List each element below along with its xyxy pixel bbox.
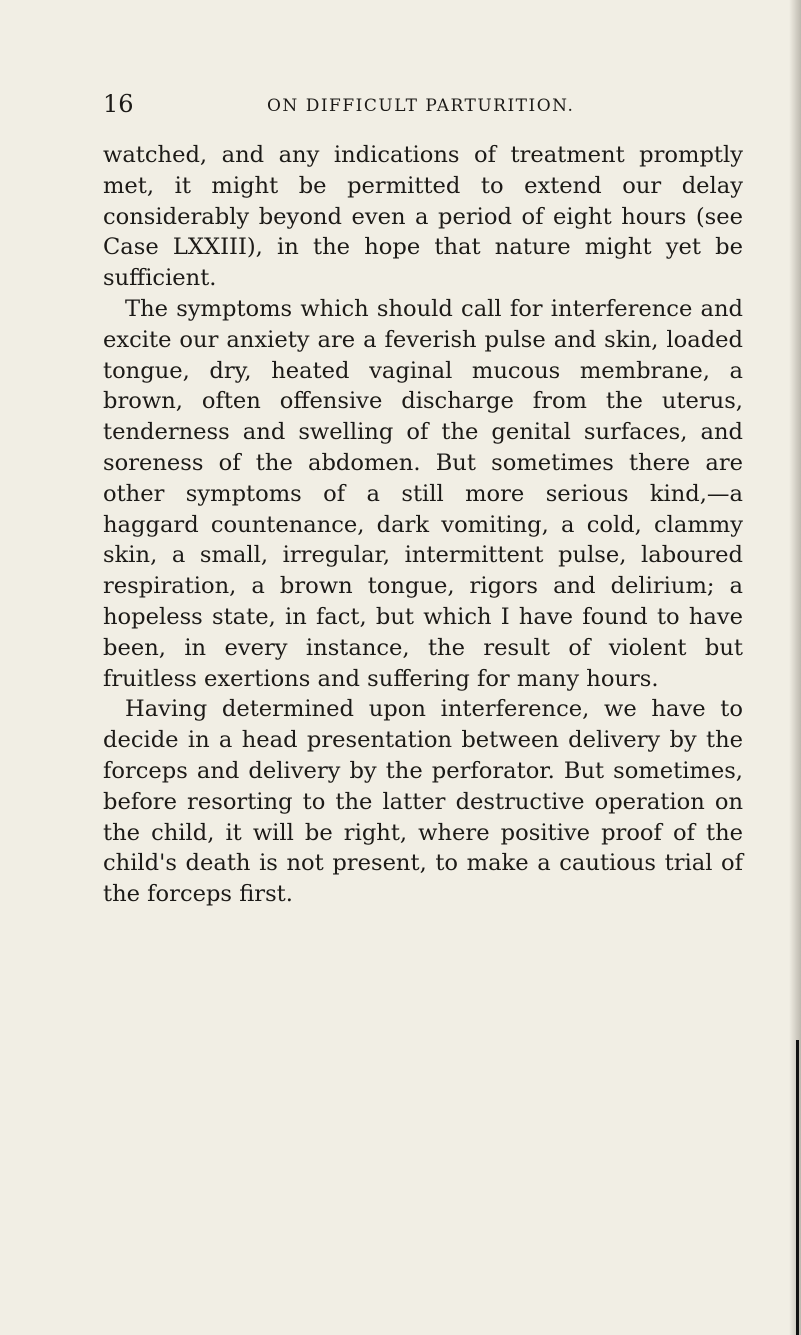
paragraph-symptoms: The symptoms which should call for interference and excite our anxiety are a feverish pulse and skin, loaded tongue, dry, heated vaginal mucous membrane, a brown, often offensive discharge from the uterus, tenderness and swelling of the genital surfaces, and soreness of the abdomen. But sometimes there are other symptoms of a still more serious kind,—a haggard countenance, dark vomiting, a cold, clammy skin, a small, irregular, intermittent pulse, laboured respiration, a brown tongue, rigors and delirium; a hopeless state, in fact, but which I have found to have been, in every instance, the result of violent but fruitless exertions and suffering for many hours. <box>103 295 743 692</box>
page-edge-shadow <box>789 0 801 1335</box>
page-edge-line <box>796 1040 799 1335</box>
running-head: ON DIFFICULT PARTURITION. <box>267 96 575 116</box>
paragraph-continuation: watched, and any indications of treatment promptly met, it might be permitted to extend our delay considerably beyond even a period of eight hours (see Case LXXIII), in the hope that nature might yet be sufficient. <box>103 142 743 292</box>
body-text <box>103 140 743 910</box>
paragraph-interference: Having determined upon interference, we have to decide in a head presentation between delivery by the forceps and delivery by the perforator. But sometimes, before resorting to the latter destructive operation on the child, it will be right, where positive proof of the child's death is not present, to make a cautious trial of the forceps first. <box>103 696 743 908</box>
page-header <box>103 90 743 130</box>
page-number: 16 <box>103 90 134 118</box>
